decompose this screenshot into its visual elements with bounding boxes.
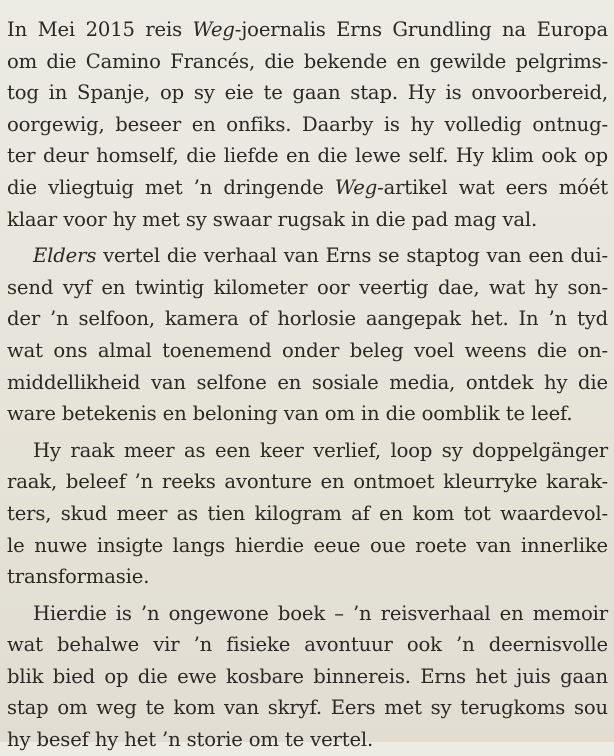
paragraph-2 <box>7 240 608 430</box>
text-line <box>7 204 608 236</box>
italic-run: Weg <box>334 175 378 199</box>
text-run: -artikel wat eers móét <box>377 175 609 199</box>
text-line <box>7 435 608 467</box>
text-run: Hy raak meer as een keer verlief, loop sy doppelgänger <box>33 438 608 462</box>
text-line <box>7 724 608 756</box>
text-line <box>7 398 608 430</box>
italic-run: Weg <box>192 18 235 41</box>
text-run: -joernalis Erns Grundling na Europa <box>234 18 608 41</box>
text-line <box>7 598 608 630</box>
text-run: om die Camino Francés, die bekende en gewilde pelgrims- <box>7 49 608 73</box>
text-line <box>7 530 608 562</box>
text-run: klaar voor hy met sy swaar rugsak in die pad mag val. <box>7 207 538 231</box>
text-line <box>7 466 608 498</box>
text-run: raak, beleef ’n reeks avonture en ontmoet kleurryke karak- <box>7 470 608 494</box>
text-line <box>7 692 608 724</box>
text-run: hy besef hy het ’n storie om te vertel. <box>7 728 374 752</box>
text-line <box>7 272 608 304</box>
text-line <box>7 77 608 109</box>
text-run: wat ons almal toenemend onder beleg voel weens die on- <box>7 338 608 362</box>
text-run: oorgewig, beseer en onfiks. Daarby is hy volledig ontnug- <box>7 112 608 136</box>
text-line <box>7 367 608 399</box>
text-line <box>7 172 608 204</box>
text-run: vertel die verhaal van Erns se staptog van een dui- <box>96 244 608 268</box>
paragraph-4 <box>7 598 608 756</box>
italic-run: Elders <box>33 244 97 268</box>
text-run: blik bied op die ewe kosbare binnereis. Erns het juis gaan <box>7 664 608 688</box>
text-line <box>7 661 608 693</box>
text-run: Hierdie is ’n ongewone boek – ’n reisverhaal en memoir <box>33 601 608 625</box>
text-run: le nuwe insigte langs hierdie eeue oue roete van innerlike <box>7 533 608 557</box>
text-line <box>7 303 608 335</box>
text-line <box>7 561 608 593</box>
text-run: ters, skud meer as tien kilogram af en kom tot waardevol- <box>7 501 608 525</box>
text-line <box>7 140 608 172</box>
text-run: send vyf en twintig kilometer oor veertig dae, wat hy son- <box>7 275 608 299</box>
paragraph-3 <box>7 435 608 593</box>
text-run: In Mei 2015 reis <box>7 18 193 41</box>
text-line <box>7 629 608 661</box>
text-line <box>7 498 608 530</box>
text-run: der ’n selfoon, kamera of horlosie aangepak het. In ’n tyd <box>7 307 608 331</box>
text-run: middellikheid van selfone en sosiale media, ontdek hy die <box>7 370 608 394</box>
text-run: ware betekenis en beloning van om in die oomblik te leef. <box>7 402 573 426</box>
text-line <box>7 335 608 367</box>
text-run: transformasie. <box>7 565 150 589</box>
blurb-text <box>7 14 608 756</box>
text-run: stap om weg te kom van skryf. Eers met sy terugkoms sou <box>7 696 608 720</box>
text-line <box>7 14 608 46</box>
text-line <box>7 240 608 272</box>
text-line <box>7 46 608 78</box>
text-run: tog in Spanje, op sy eie te gaan stap. Hy is onvoorbereid, <box>7 81 608 105</box>
text-run: ter deur homself, die liefde en die lewe self. Hy klim ook op <box>7 144 608 168</box>
text-run: die vliegtuig met ’n dringende <box>7 175 335 199</box>
paragraph-1 <box>7 14 608 235</box>
text-line <box>7 109 608 141</box>
text-run: wat behalwe vir ’n fisieke avontuur ook ’n deernisvolle <box>7 633 608 657</box>
